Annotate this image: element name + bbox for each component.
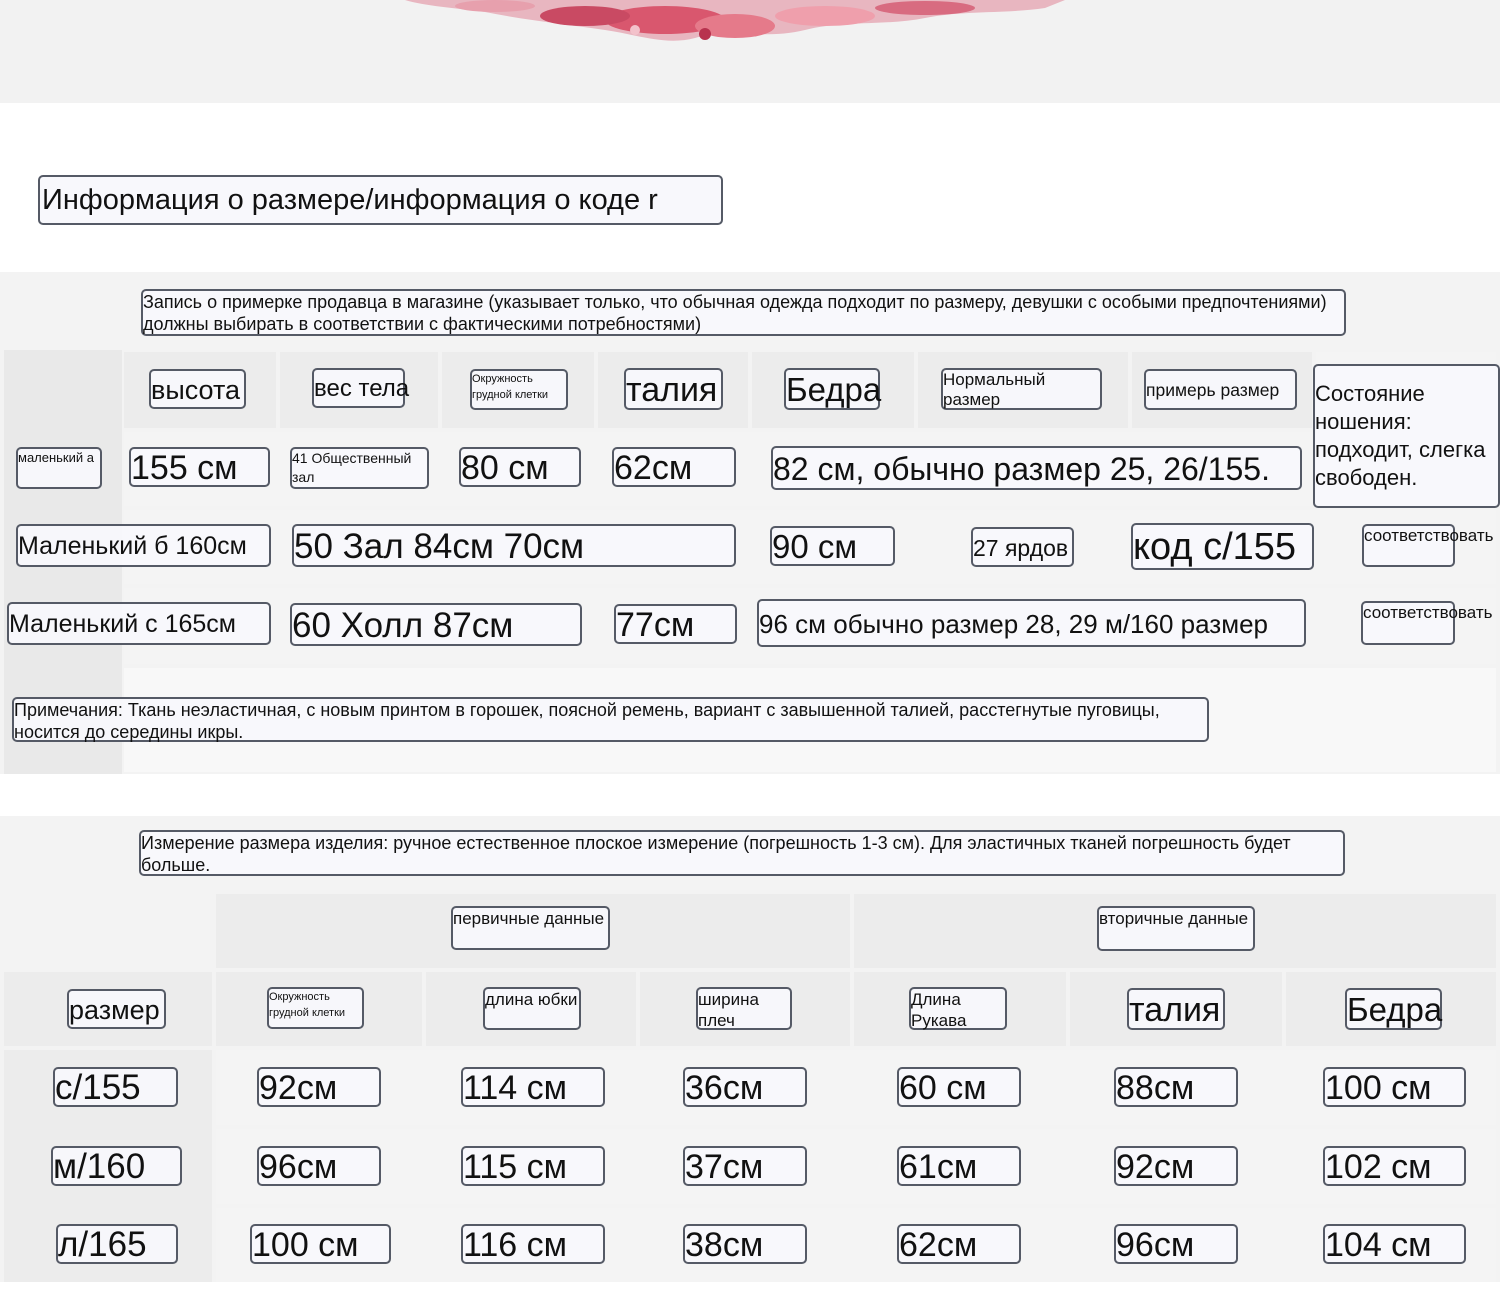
floral-decoration [405, 0, 1065, 46]
fitting-remarks: Примечания: Ткань неэластичная, с новым принтом в горошек, поясной ремень, вариант с завышенной талией, расстегнутые пуговицы, носится до середины икры. [12, 697, 1209, 742]
measure-header-sleeve: Длина Рукава [909, 987, 1007, 1030]
fitting-header-height: высота [149, 369, 246, 409]
measure-group-empty [4, 894, 212, 968]
measure-header-shoulder: ширина плеч [696, 987, 792, 1030]
fitting-row2-normal-size: 27 ярдов [971, 527, 1074, 567]
measure-row3-hips: 104 см [1323, 1224, 1466, 1264]
fitting-row1-waist: 62см [612, 447, 736, 487]
measure-row2-sleeve: 61см [897, 1146, 1021, 1186]
measure-row-3 [216, 1208, 1496, 1282]
fitting-header-normal-size: Нормальный размер [941, 368, 1102, 410]
measure-header-size: размер [67, 989, 166, 1029]
measure-row3-sleeve: 62см [897, 1224, 1021, 1264]
measure-row1-waist: 88см [1114, 1067, 1238, 1107]
fitting-row3-waist: 77см [614, 604, 737, 644]
measure-row3-skirt-length: 116 см [461, 1224, 605, 1264]
measure-row-1 [216, 1050, 1496, 1125]
measure-row3-shoulder: 38см [683, 1224, 807, 1264]
measure-row2-skirt-length: 115 см [461, 1146, 605, 1186]
measure-row-2 [216, 1129, 1496, 1204]
measure-group-secondary: вторичные данные [1097, 906, 1255, 951]
fitting-row1-model: маленький а [16, 447, 102, 489]
fitting-row1-weight: 41 Общественный зал [290, 447, 429, 489]
measure-row1-sleeve: 60 см [897, 1067, 1021, 1107]
measure-row1-shoulder: 36см [683, 1067, 807, 1107]
measure-row3-size: л/165 [56, 1224, 178, 1264]
measure-group-primary: первичные данные [451, 906, 610, 950]
top-banner [0, 0, 1500, 103]
fitting-header-wear-state: Состояние ношения: подходит, слегка свободен. [1313, 364, 1500, 508]
fitting-row2-hips: 90 см [770, 526, 895, 566]
fitting-row2-model: Маленький б 160см [16, 524, 271, 567]
measure-row2-waist: 92см [1114, 1146, 1238, 1186]
fitting-row1-height: 155 см [129, 447, 270, 487]
fitting-row2-state: соответствовать [1362, 524, 1455, 567]
measure-header-skirt-length: длина юбки [483, 987, 581, 1030]
fitting-row1-hips-normal: 82 см, обычно размер 25, 26/155. [771, 446, 1302, 490]
fitting-row3-hips-normal: 96 см обычно размер 28, 29 м/160 размер [757, 599, 1306, 647]
measure-row2-hips: 102 см [1323, 1146, 1466, 1186]
measure-note: Измерение размера изделия: ручное естественное плоское измерение (погрешность 1-3 см). Для эластичных тканей погрешность будет больше. [139, 830, 1345, 876]
measure-row2-shoulder: 37см [683, 1146, 807, 1186]
fitting-row2-tried-size: код с/155 [1131, 523, 1314, 570]
fitting-note: Запись о примерке продавца в магазине (указывает только, что обычная одежда подходит по размеру, девушки с особыми предпочтениями) должны выбирать в соответствии с фактическими потребностями) [141, 289, 1346, 336]
measure-row3-waist: 96см [1114, 1224, 1238, 1264]
measure-row1-size: с/155 [53, 1067, 178, 1107]
fitting-row3-state: соответствовать [1361, 601, 1455, 645]
measure-row2-chest: 96см [257, 1146, 381, 1186]
fitting-row3-model: Маленький с 165см [7, 602, 271, 645]
fitting-header-tried-size: примерь размер [1144, 369, 1297, 410]
fitting-row2-weight-chest-waist: 50 Зал 84см 70см [292, 524, 736, 567]
fitting-header-waist: талия [624, 368, 723, 410]
fitting-header-weight: вес тела [312, 368, 405, 408]
measure-header-waist: талия [1127, 988, 1225, 1030]
fitting-row1-chest: 80 см [459, 447, 581, 487]
measure-header-hips: Бедра [1345, 988, 1442, 1030]
measure-row1-skirt-length: 114 см [461, 1067, 605, 1107]
measure-header-chest: Окружность грудной клетки [267, 987, 364, 1029]
measure-row2-size: м/160 [51, 1146, 182, 1186]
measure-row3-chest: 100 см [250, 1224, 391, 1264]
fitting-header-hips: Бедра [784, 368, 880, 410]
fitting-header-chest: Окружность грудной клетки [470, 369, 568, 410]
section-title: Информация о размере/информация о коде r [38, 175, 723, 225]
measure-row1-chest: 92см [257, 1067, 381, 1107]
measure-row1-hips: 100 см [1323, 1067, 1466, 1107]
fitting-row3-weight-chest: 60 Холл 87см [290, 603, 582, 646]
